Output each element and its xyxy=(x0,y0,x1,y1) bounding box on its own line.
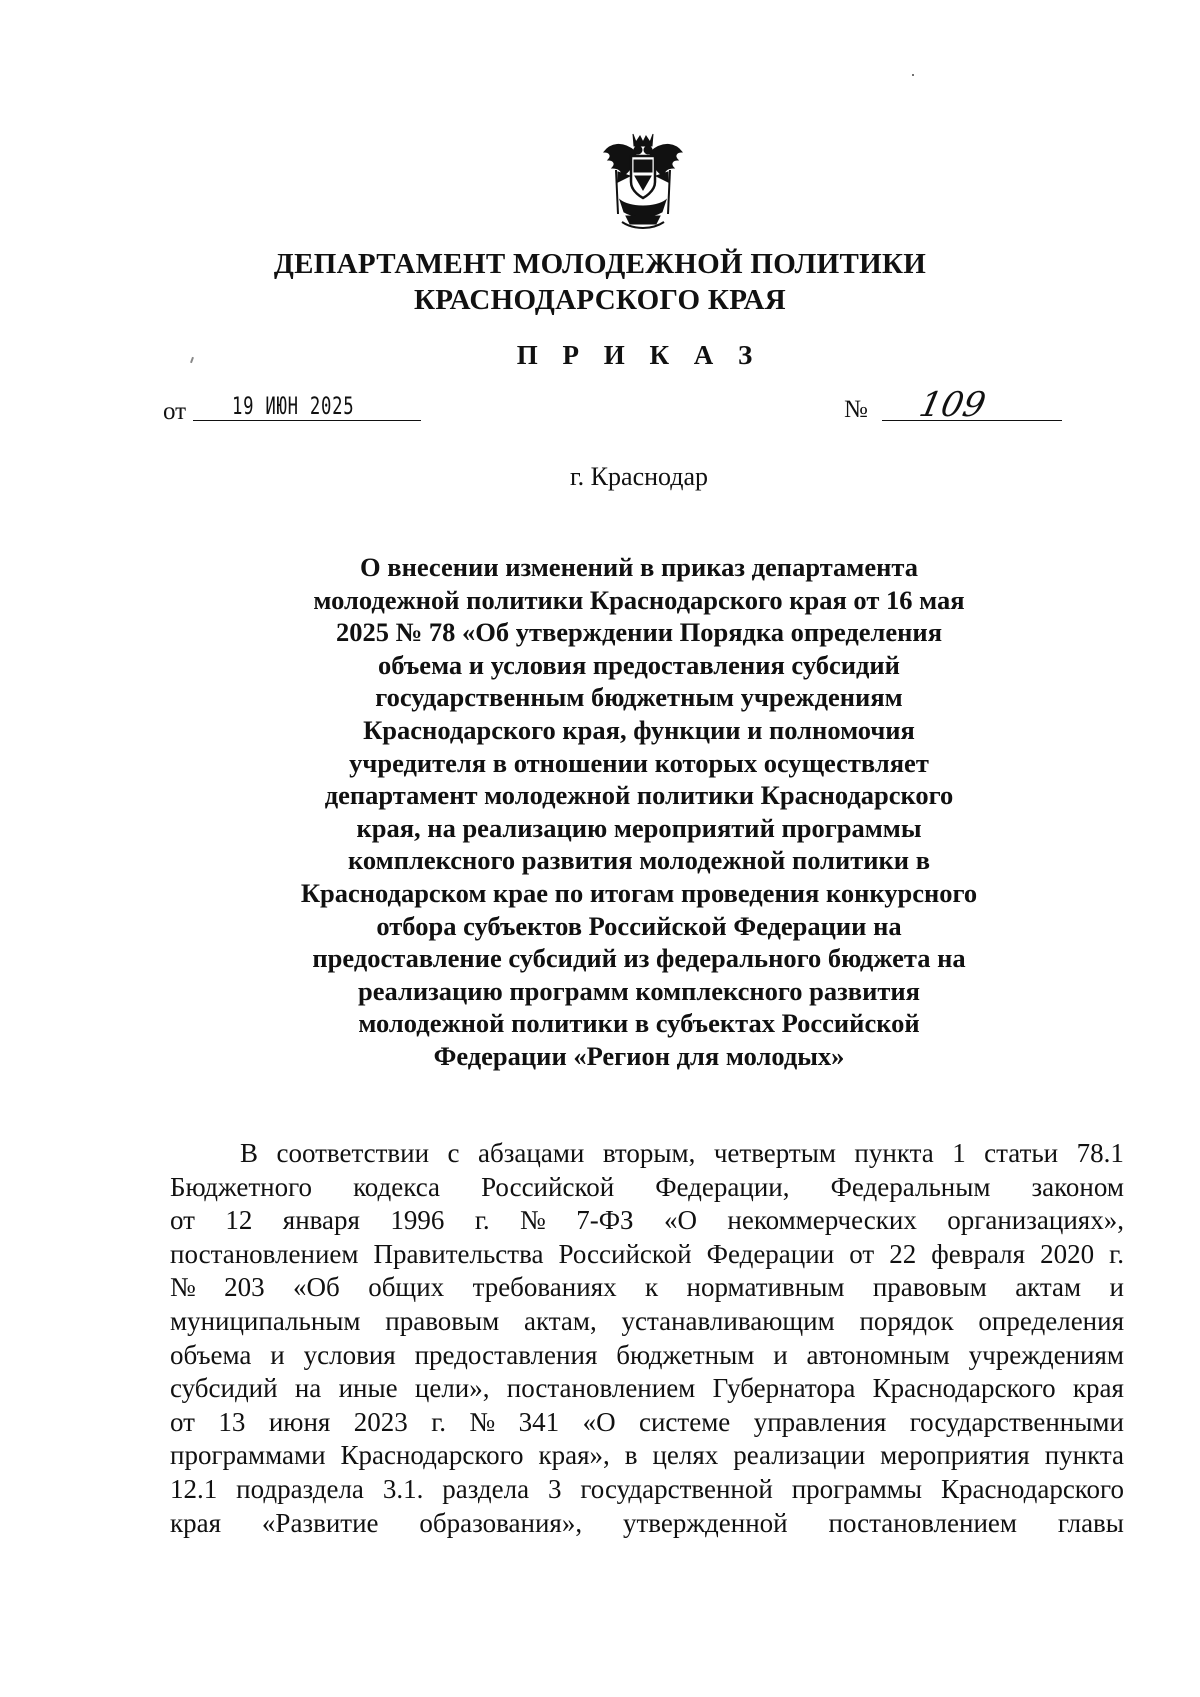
body-word: Российской xyxy=(481,1171,615,1202)
department-name-line: ДЕПАРТАМЕНТ МОЛОДЕЖНОЙ ПОЛИТИКИ xyxy=(273,248,927,280)
body-word: управления xyxy=(753,1406,887,1437)
body-line xyxy=(170,1137,1124,1171)
body-word: 13 xyxy=(218,1406,246,1437)
city-name: г. Краснодар xyxy=(569,462,709,491)
body-word: Губернатора xyxy=(712,1373,856,1404)
subject-line: Краснодарском крае по итогам проведения конкурсного xyxy=(300,877,978,908)
body-word: программы xyxy=(791,1473,923,1504)
body-word: общих xyxy=(368,1272,445,1303)
body-word: кодекса xyxy=(353,1171,440,1202)
body-word: «Об xyxy=(293,1272,340,1303)
body-word: четвертым xyxy=(713,1138,836,1168)
body-word: автономным xyxy=(806,1339,950,1370)
body-word: муниципальным xyxy=(170,1305,361,1336)
body-word: 1 xyxy=(952,1138,966,1168)
body-word: законом xyxy=(1031,1171,1124,1202)
body-word: Правительства xyxy=(373,1238,544,1269)
body-word: г. xyxy=(431,1406,446,1437)
scan-speck xyxy=(912,74,914,76)
body-word: «О xyxy=(582,1406,616,1437)
subject-line: предоставление субсидий из федерального бюджета на xyxy=(312,943,966,974)
body-word: пункта xyxy=(1044,1440,1124,1471)
body-word: Федерации, xyxy=(655,1171,790,1202)
subject-line: отбора субъектов Российской Федерации на xyxy=(376,910,902,941)
body-word: подраздела xyxy=(236,1473,364,1504)
subject-line: молодежной политики в субъектах Российской xyxy=(358,1008,920,1039)
body-word: 12.1 xyxy=(170,1473,218,1504)
department-name-line: КРАСНОДАРСКОГО КРАЯ xyxy=(413,284,787,316)
body-word: февраля xyxy=(931,1238,1026,1269)
body-word: 12 xyxy=(225,1205,253,1236)
subject-line: учредителя в отношении которых осуществляет xyxy=(349,747,929,778)
body-word: 22 xyxy=(889,1238,917,1269)
body-word: образования», xyxy=(419,1507,583,1538)
body-line xyxy=(170,1204,1124,1238)
body-word: от xyxy=(170,1406,195,1437)
body-word: г. xyxy=(474,1205,490,1236)
body-word: к xyxy=(645,1272,659,1303)
body-word: целях xyxy=(652,1440,719,1471)
body-line xyxy=(170,1305,1124,1339)
body-word: пункта xyxy=(854,1138,934,1168)
body-word: правовым xyxy=(872,1272,987,1303)
body-word: нормативным xyxy=(686,1272,845,1303)
body-line xyxy=(170,1406,1124,1440)
department-name xyxy=(0,246,1200,318)
body-word: учреждениям xyxy=(968,1339,1124,1370)
body-word: июня xyxy=(268,1406,331,1437)
body-word: января xyxy=(282,1205,360,1236)
body-word: № xyxy=(170,1272,196,1303)
body-word: Бюджетного xyxy=(170,1171,312,1202)
body-word: объема xyxy=(170,1339,252,1370)
order-body-text xyxy=(170,1137,1124,1540)
body-line xyxy=(170,1339,1124,1373)
body-word: от xyxy=(849,1238,875,1269)
body-word: 2020 xyxy=(1040,1238,1095,1269)
body-word: актам, xyxy=(524,1305,597,1336)
body-word: № xyxy=(469,1406,496,1437)
body-word: утвержденной xyxy=(623,1507,788,1538)
order-subject-heading xyxy=(0,551,1200,1073)
subject-line: края, на реализацию мероприятий программы xyxy=(356,812,922,843)
body-word: субсидий xyxy=(170,1373,278,1404)
body-word: в xyxy=(624,1440,638,1471)
body-word: государственной xyxy=(580,1473,773,1504)
body-word: с xyxy=(447,1138,460,1168)
body-word: края xyxy=(1072,1373,1124,1404)
subject-line: О внесении изменений в приказ департамента xyxy=(360,552,918,582)
body-line xyxy=(170,1473,1124,1507)
body-word: главы xyxy=(1057,1507,1124,1538)
body-line xyxy=(170,1271,1124,1305)
body-word: соответствии xyxy=(276,1138,430,1168)
body-word: 78.1 xyxy=(1076,1138,1124,1168)
body-word: устанавливающим xyxy=(621,1305,835,1336)
subject-line: комплексного развития молодежной политики в xyxy=(347,845,931,876)
body-line xyxy=(170,1372,1124,1406)
body-word: иные xyxy=(338,1373,398,1404)
body-line xyxy=(170,1507,1124,1541)
body-word: раздела xyxy=(442,1473,530,1504)
body-word: постановлением xyxy=(506,1373,696,1404)
body-word: статьи xyxy=(984,1138,1059,1168)
date-stamp: 19 ИЮН 2025 xyxy=(232,392,355,420)
body-word: определения xyxy=(978,1305,1124,1336)
body-word: Краснодарского xyxy=(872,1373,1056,1404)
body-word: № xyxy=(520,1205,546,1236)
body-word: В xyxy=(240,1138,259,1168)
body-word: Российской xyxy=(558,1238,692,1269)
body-line xyxy=(170,1439,1124,1473)
subject-line: Федерации «Регион для молодых» xyxy=(433,1040,845,1071)
body-word: на xyxy=(294,1373,322,1404)
body-word: 203 xyxy=(224,1272,265,1303)
body-word: требованиях xyxy=(472,1272,617,1303)
body-word: от xyxy=(170,1205,195,1236)
body-line xyxy=(170,1238,1124,1272)
date-label: от xyxy=(163,398,187,425)
body-word: вторым, xyxy=(602,1138,696,1168)
body-word: 3 xyxy=(547,1473,562,1504)
coat-of-arms-emblem xyxy=(600,130,686,230)
body-word: края», xyxy=(538,1440,610,1471)
body-word: и xyxy=(1109,1272,1124,1303)
body-word: мероприятия xyxy=(880,1440,1030,1471)
body-word: «Развитие xyxy=(261,1507,379,1538)
document-type-title: П Р И К А З xyxy=(516,340,762,370)
body-word: 3.1. xyxy=(382,1473,424,1504)
body-word: края xyxy=(170,1507,222,1538)
body-word: Федеральным xyxy=(830,1171,991,1202)
body-word: Краснодарского xyxy=(940,1473,1124,1504)
body-word: 341 xyxy=(518,1406,560,1437)
body-word: 2023 xyxy=(353,1406,408,1437)
body-word: организациях», xyxy=(947,1205,1124,1236)
body-word: бюджетным xyxy=(616,1339,755,1370)
body-line xyxy=(170,1171,1124,1205)
subject-line: объема и условия предоставления субсидий xyxy=(378,649,900,680)
subject-line: департамент молодежной политики Краснодарского xyxy=(324,780,954,811)
body-word: реализации xyxy=(733,1440,866,1471)
subject-line: молодежной политики Краснодарского края от 16 мая xyxy=(313,584,965,615)
body-word: 1996 xyxy=(390,1205,445,1236)
subject-line: Краснодарского края, функции и полномочия xyxy=(363,714,915,745)
body-word: 7-ФЗ xyxy=(576,1205,634,1236)
subject-line: государственным бюджетным учреждениям xyxy=(375,682,903,713)
body-word: актам xyxy=(1015,1272,1082,1303)
subject-line: реализацию программ комплексного развития xyxy=(357,975,921,1006)
body-word: абзацами xyxy=(478,1138,585,1168)
body-word: государственными xyxy=(909,1406,1124,1437)
body-word: постановлением xyxy=(828,1507,1017,1538)
subject-line: 2025 № 78 «Об утверждении Порядка определения xyxy=(335,617,943,648)
body-word: Федерации xyxy=(706,1238,835,1269)
body-word: порядок xyxy=(859,1305,954,1336)
body-word: постановлением xyxy=(170,1238,359,1269)
body-word: и xyxy=(773,1339,788,1370)
body-word: правовым xyxy=(385,1305,500,1336)
body-word: условия xyxy=(303,1339,396,1370)
date-underline xyxy=(193,420,421,421)
number-label: № xyxy=(844,396,868,423)
body-word: «О xyxy=(663,1205,697,1236)
body-word: некоммерческих xyxy=(727,1205,917,1236)
body-word: предоставления xyxy=(414,1339,598,1370)
body-word: цели», xyxy=(414,1373,490,1404)
body-word: г. xyxy=(1109,1238,1124,1269)
order-number-handwritten: 109 xyxy=(915,385,990,425)
body-word: системе xyxy=(639,1406,731,1437)
body-word: Краснодарского xyxy=(340,1440,524,1471)
body-word: и xyxy=(270,1339,285,1370)
body-word: программами xyxy=(170,1440,326,1471)
